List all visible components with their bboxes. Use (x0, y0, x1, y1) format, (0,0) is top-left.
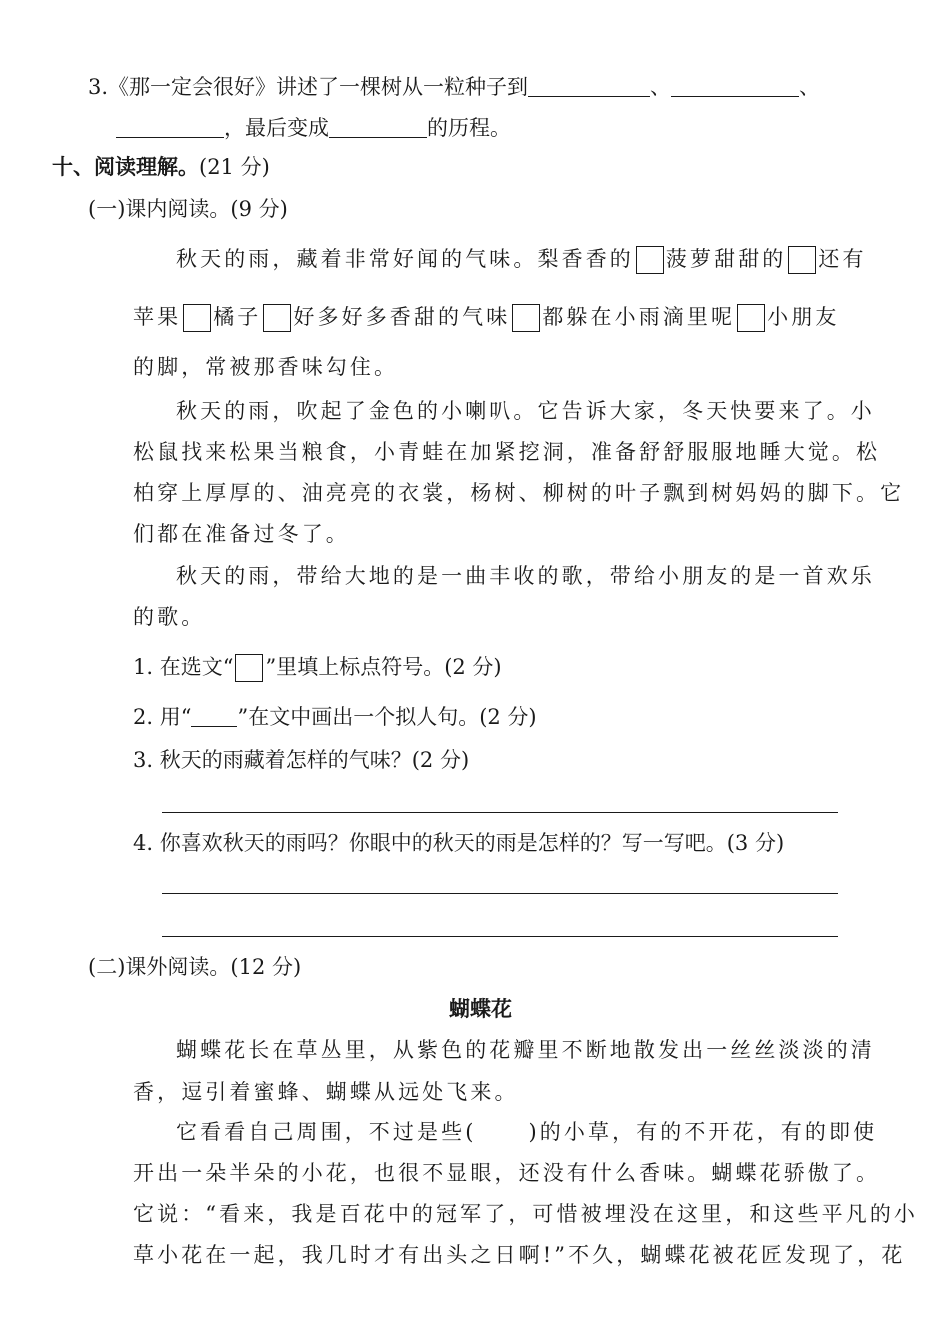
answer-blank[interactable] (329, 115, 427, 138)
passage-line: 蝴蝶花长在草丛里，从紫色的花瓣里不断地散发出一丝丝淡淡的清 (176, 1038, 875, 1062)
punctuation-box[interactable] (737, 304, 765, 332)
passage-text: 好多好多香甜的气味 (293, 305, 511, 329)
fill-question-3-line-2 (116, 113, 511, 143)
subsection-heading: (一)课内阅读。(9 分) (88, 197, 288, 221)
answer-line[interactable] (162, 936, 838, 937)
question-3: 3. 秋天的雨藏着怎样的气味？(2 分) (133, 748, 470, 772)
question-text: ”里填上标点符号。(2 分) (265, 655, 502, 679)
subsection-heading: (二)课外阅读。(12 分) (88, 955, 302, 979)
passage-text: 都躲在小雨滴里呢 (542, 305, 736, 329)
question-4: 4. 你喜欢秋天的雨吗？你眼中的秋天的雨是怎样的？写一写吧。(3 分) (133, 831, 785, 855)
separator: 、 (799, 75, 821, 99)
question-text: 2. 用“ (133, 705, 192, 729)
underline-sample (191, 704, 237, 727)
section-heading (52, 152, 270, 182)
answer-line[interactable] (162, 893, 838, 894)
fill-question-3-text: 3.《那一定会很好》讲述了一棵树从一粒种子到 (88, 75, 529, 99)
passage-text: 它看看自己周围，不过是些( (176, 1120, 477, 1144)
passage-text: 苹果 (133, 305, 182, 329)
passage-line: 的歌。 (133, 605, 206, 629)
answer-blank[interactable] (528, 74, 650, 97)
passage-text: 还有 (818, 247, 867, 271)
passage-line: 们都在准备过冬了。 (133, 522, 350, 546)
passage-line (133, 302, 839, 332)
passage-line: 柏穿上厚厚的、油亮亮的衣裳，杨树、柳树的叶子飘到树妈妈的脚下。它 (133, 481, 905, 505)
passage-line: 秋天的雨，吹起了金色的小喇叭。它告诉大家，冬天快要来了。小 (176, 399, 875, 423)
answer-line[interactable] (162, 812, 838, 813)
fill-question-3-text: ，最后变成 (224, 116, 329, 140)
answer-blank[interactable] (116, 115, 224, 138)
passage-line: 草小花在一起，我几时才有出头之日啊!”不久，蝴蝶花被花匠发现了，花 (133, 1243, 906, 1267)
section-score: (21 分) (199, 155, 270, 179)
section-title: 十、阅读理解。 (52, 154, 199, 179)
passage-line: 开出一朵半朵的小花，也很不显眼，还没有什么香味。蝴蝶花骄傲了。 (133, 1161, 881, 1185)
question-text: ”在文中画出一个拟人句。(2 分) (237, 705, 537, 729)
passage-line: 的脚，常被那香味勾住。 (133, 355, 399, 379)
passage-text: 小朋友 (767, 305, 840, 329)
passage-title: 蝴蝶花 (449, 996, 512, 1021)
punctuation-box[interactable] (183, 304, 211, 332)
punctuation-box[interactable] (788, 246, 816, 274)
passage-line (176, 244, 867, 274)
passage-text: 菠萝甜甜的 (665, 247, 787, 271)
punctuation-box-sample (235, 654, 263, 682)
passage-line: 松鼠找来松果当粮食，小青蛙在加紧挖洞，准备舒舒服服地睡大觉。松 (133, 440, 881, 464)
punctuation-box[interactable] (263, 304, 291, 332)
passage-line: 香，逗引着蜜蜂、蝴蝶从远处飞来。 (133, 1080, 519, 1104)
separator: 、 (650, 75, 672, 99)
passage-text: 橘子 (213, 305, 262, 329)
fill-question-3-text: 的历程。 (427, 116, 511, 140)
passage-line: 秋天的雨，带给大地的是一曲丰收的歌，带给小朋友的是一首欢乐 (176, 564, 875, 588)
passage-text: 秋天的雨，藏着非常好闻的气味。梨香香的 (176, 247, 634, 271)
question-2 (133, 702, 537, 732)
punctuation-box[interactable] (636, 246, 664, 274)
punctuation-box[interactable] (512, 304, 540, 332)
question-1 (133, 652, 502, 682)
passage-text: )的小草，有的不开花，有的即使 (528, 1120, 878, 1144)
question-text: 1. 在选文“ (133, 655, 234, 679)
answer-blank[interactable] (671, 74, 799, 97)
passage-line (176, 1117, 877, 1147)
passage-line: 它说：“看来，我是百花中的冠军了，可惜被埋没在这里，和这些平凡的小 (133, 1202, 919, 1226)
fill-question-3-line-1 (88, 72, 820, 102)
